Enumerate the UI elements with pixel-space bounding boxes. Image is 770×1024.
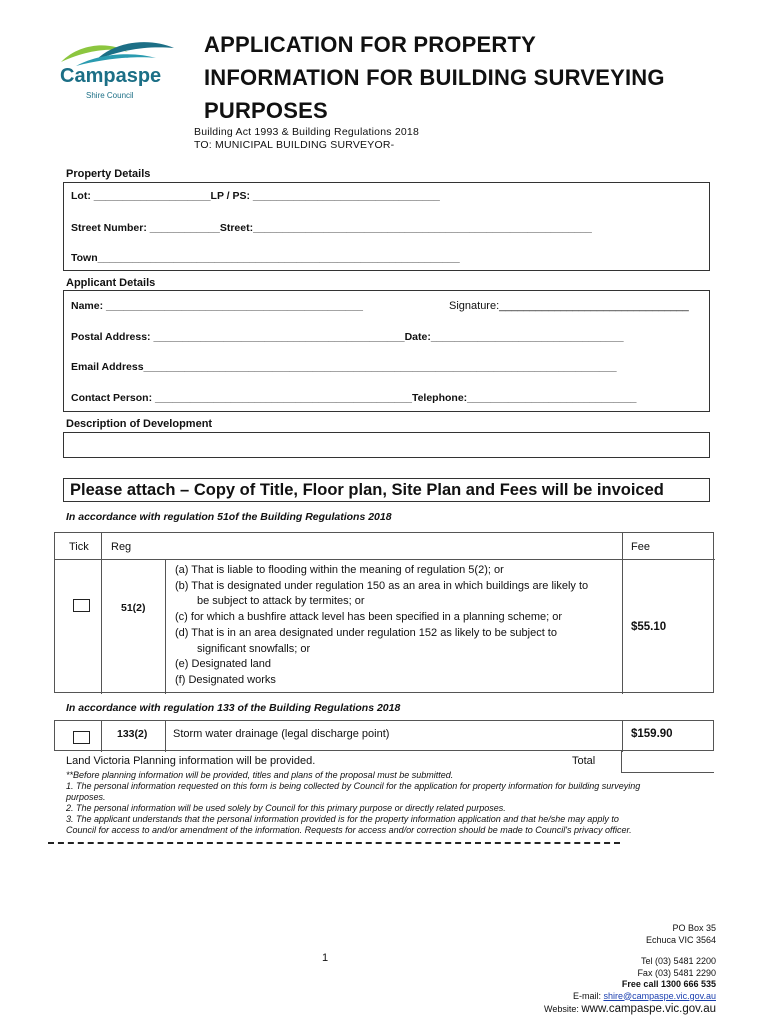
note-1-cont: purposes. — [66, 792, 106, 802]
reg133-number: 133(2) — [117, 728, 148, 740]
reg133-heading: In accordance with regulation 133 of the Building Regulations 2018 — [66, 702, 401, 714]
title-line-1: APPLICATION FOR PROPERTY — [204, 32, 536, 57]
cut-line — [48, 842, 620, 844]
condition-d-cont: significant snowfalls; or — [197, 642, 311, 655]
signature-field[interactable]: Signature:_______________________________ — [449, 300, 689, 312]
po-box: PO Box 35 — [672, 923, 716, 933]
attach-banner: Please attach – Copy of Title, Floor plan, Site Plan and Fees will be invoiced — [63, 478, 710, 502]
condition-a: (a) That is liable to flooding within the meaning of regulation 5(2); or — [175, 564, 504, 576]
logo-subtitle: Shire Council — [86, 91, 134, 100]
town-state: Echuca VIC 3564 — [645, 934, 716, 945]
page-title — [204, 28, 744, 127]
note-2: 2. The personal information will be used solely by Council for this primary purpose or directly related purposes. — [66, 803, 506, 813]
col-reg: Reg — [111, 541, 132, 553]
reg51-number: 51(2) — [121, 602, 146, 614]
contact-block — [544, 923, 716, 1016]
note-1: 1. The personal information requested on this form is being collected by Council for the application for property information for building surveying — [66, 781, 641, 791]
reg51-checkbox[interactable] — [73, 599, 90, 612]
website-link[interactable]: www.campaspe.vic.gov.au — [581, 1003, 716, 1015]
reg133-fee: $159.90 — [631, 728, 673, 740]
title-line-2: INFORMATION FOR BUILDING SURVEYING — [204, 65, 665, 90]
condition-b-cont: be subject to attack by termites; or — [197, 595, 365, 608]
telephone: Tel (03) 5481 2200 — [640, 956, 716, 966]
free-call: Free call 1300 666 535 — [621, 979, 716, 989]
email-field[interactable]: Email Address_________________________________________________________________________________ — [71, 361, 617, 373]
note-3-cont: Council for access to and/or amendment of the information. Requests for access and/or correction should be made to Council's privacy officer. — [66, 825, 632, 835]
land-victoria-note: Land Victoria Planning information will be provided. — [66, 755, 316, 767]
title-line-3: PURPOSES — [204, 98, 328, 123]
reg51-table — [54, 532, 714, 693]
email-line: E-mail: shire@campaspe.vic.gov.au — [572, 990, 716, 1001]
note-0: **Before planning information will be provided, titles and plans of the proposal must be submitted. — [66, 770, 454, 780]
town-field[interactable]: Town______________________________________________________________ — [71, 252, 460, 264]
condition-b: (b) That is designated under regulation 150 as an area in which buildings are likely to — [175, 579, 589, 592]
lot-field[interactable]: Lot: ____________________LP / PS: ________________________________ — [71, 190, 440, 202]
website-line: Website: www.campaspe.vic.gov.au — [543, 1003, 716, 1015]
condition-e: (e) Designated land — [175, 658, 272, 671]
street-field[interactable]: Street Number: ____________Street:__________________________________________________________ — [71, 222, 592, 234]
reg51-heading: In accordance with regulation 51of the Building Regulations 2018 — [66, 511, 392, 523]
reg133-description: Storm water drainage (legal discharge point) — [173, 728, 390, 740]
condition-d: (d) That is in an area designated under regulation 152 as likely to be subject to — [175, 626, 557, 639]
to-line: TO: MUNICIPAL BUILDING SURVEYOR- — [194, 139, 395, 151]
total-label: Total — [572, 755, 596, 767]
email-link[interactable]: shire@campaspe.vic.gov.au — [603, 990, 716, 1001]
description-heading: Description of Development — [66, 418, 213, 430]
reg51-conditions — [175, 563, 620, 689]
page-number: 1 — [322, 952, 329, 964]
logo-name: Campaspe — [60, 65, 162, 87]
condition-f: (f) Designated works — [175, 673, 276, 686]
col-tick: Tick — [69, 541, 89, 553]
privacy-notes — [66, 770, 726, 836]
reg133-checkbox[interactable] — [73, 731, 90, 744]
reg51-fee: $55.10 — [631, 621, 667, 633]
name-field[interactable]: Name: ____________________________________________ — [71, 300, 363, 312]
note-3: 3. The applicant understands that the personal information provided is for the property information application and that he/she may apply to — [66, 814, 619, 824]
property-details-heading: Property Details — [66, 168, 151, 180]
contact-telephone-field[interactable]: Contact Person: ____________________________________________Telephone:_____________________________ — [71, 392, 637, 404]
reg133-table — [54, 720, 714, 751]
act-line: Building Act 1993 & Building Regulations 2018 — [194, 126, 419, 138]
postal-date-field[interactable]: Postal Address: ___________________________________________Date:_________________________________ — [71, 331, 624, 343]
description-field[interactable] — [63, 432, 710, 458]
leaf-swirl-icon — [56, 38, 186, 68]
applicant-details-heading: Applicant Details — [66, 277, 156, 289]
condition-c: (c) for which a bushfire attack level has been specified in a planning scheme; or — [175, 611, 563, 624]
col-fee: Fee — [631, 541, 650, 553]
fax: Fax (03) 5481 2290 — [637, 967, 716, 978]
